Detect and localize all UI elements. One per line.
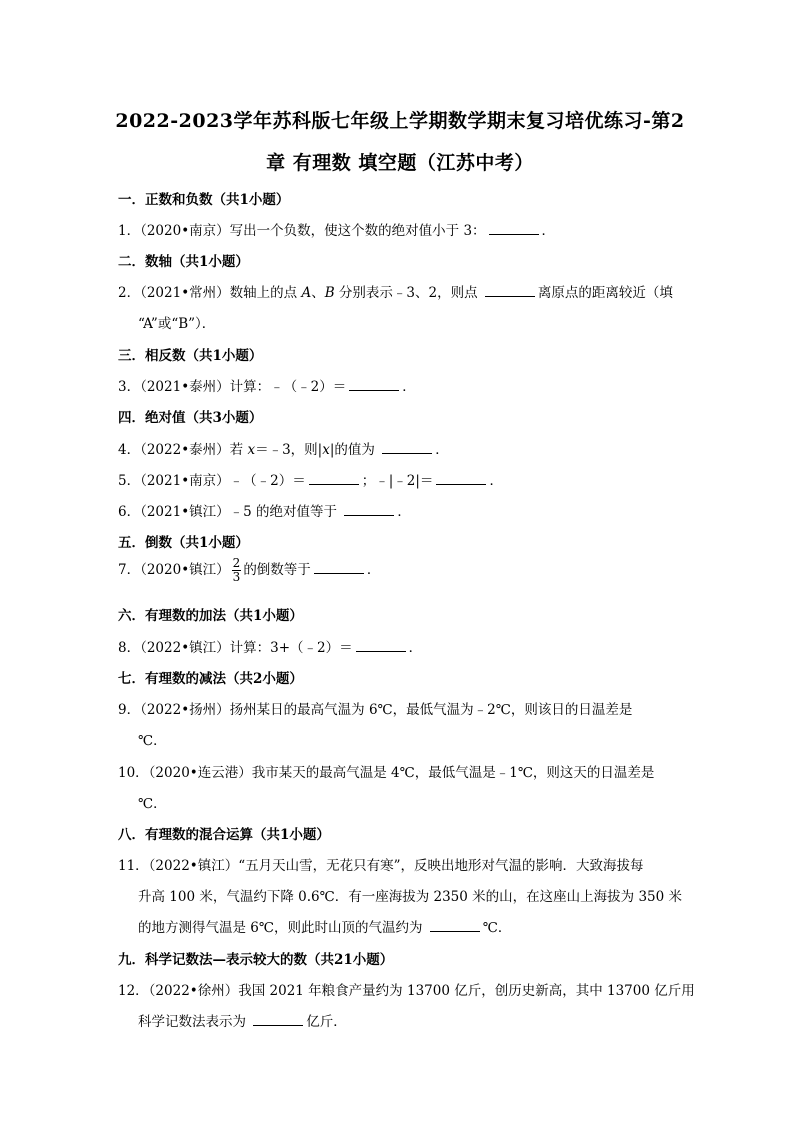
question-2: 2．（2021•常州）数轴上的点 A、B 分别表示﹣3、2，则点 离原点的距离较近（填	[118, 285, 673, 301]
section-heading: 二．数轴（共1小题）	[118, 254, 249, 270]
section-heading: 一．正数和负数（共1小题）	[118, 192, 290, 208]
answer-blank[interactable]	[430, 918, 480, 932]
question-4: 4．（2022•泰州）若 x＝﹣3，则|x|的值为 ．	[118, 442, 449, 458]
question-9-continued: ℃．	[138, 733, 167, 749]
question-5: 5．（2021•南京）﹣（﹣2）＝ ；﹣|﹣2|＝ ．	[118, 473, 503, 489]
question-10-continued: ℃．	[138, 796, 167, 812]
question-9: 9．（2022•扬州）扬州某日的最高气温为 6℃，最低气温为﹣2℃，则该日的日温差是	[118, 702, 633, 718]
answer-blank[interactable]	[436, 471, 486, 485]
question-11: 11．（2022•镇江）“五月天山雪，无花只有寒”，反映出地形对气温的影响．大致海拔每	[118, 858, 644, 874]
question-2-continued: “A”或“B”）．	[138, 316, 216, 332]
section-heading: 四．绝对值（共3小题）	[118, 410, 263, 426]
document-title-line2: 章 有理数 填空题（江苏中考）	[266, 152, 534, 174]
answer-blank[interactable]	[349, 377, 399, 391]
question-12-continued: 科学记数法表示为 亿斤．	[138, 1014, 347, 1030]
question-8: 8．（2022•镇江）计算：3+（﹣2）＝ ．	[118, 640, 423, 656]
question-7: 7．（2020•镇江） $\frac{2}{3}$ 的倒数等于 ．	[118, 556, 381, 584]
question-10: 10．（2020•连云港）我市某天的最高气温是 4℃，最低气温是﹣1℃，则这天的日温差是	[118, 765, 655, 781]
answer-blank[interactable]	[489, 221, 539, 235]
question-1: 1．（2020•南京）写出一个负数，使这个数的绝对值小于 3： ．	[118, 223, 556, 239]
answer-blank[interactable]	[344, 502, 394, 516]
answer-blank[interactable]	[314, 560, 364, 574]
answer-blank[interactable]	[356, 638, 406, 652]
answer-blank[interactable]	[382, 440, 432, 454]
section-heading: 九．科学记数法—表示较大的数（共21小题）	[118, 952, 394, 968]
question-6: 6．（2021•镇江）﹣5 的绝对值等于 ．	[118, 504, 411, 520]
section-heading: 七．有理数的减法（共2小题）	[118, 671, 303, 687]
fraction: $\frac{2}{3}$	[232, 556, 241, 584]
section-heading: 五．倒数（共1小题）	[118, 535, 249, 551]
answer-blank[interactable]	[309, 471, 359, 485]
answer-blank[interactable]	[485, 283, 535, 297]
question-3: 3．（2021•泰州）计算：﹣（﹣2）＝ ．	[118, 379, 416, 395]
question-11-continued: 的地方测得气温是 6℃，则此时山顶的气温约为 ℃．	[138, 920, 512, 936]
section-heading: 三．相反数（共1小题）	[118, 348, 263, 364]
question-11-continued: 升高 100 米，气温约下降 0.6℃．有一座海拔为 2350 米的山，在这座山上海拔为 350 米	[138, 889, 683, 905]
document-title-line1: 2022-2023学年苏科版七年级上学期数学期末复习培优练习-第2	[115, 110, 685, 132]
section-heading: 六．有理数的加法（共1小题）	[118, 608, 303, 624]
section-heading: 八．有理数的混合运算（共1小题）	[118, 827, 330, 843]
question-12: 12．（2022•徐州）我国 2021 年粮食产量约为 13700 亿斤，创历史新高，其中 13700 亿斤用	[118, 983, 695, 999]
answer-blank[interactable]	[253, 1012, 303, 1026]
